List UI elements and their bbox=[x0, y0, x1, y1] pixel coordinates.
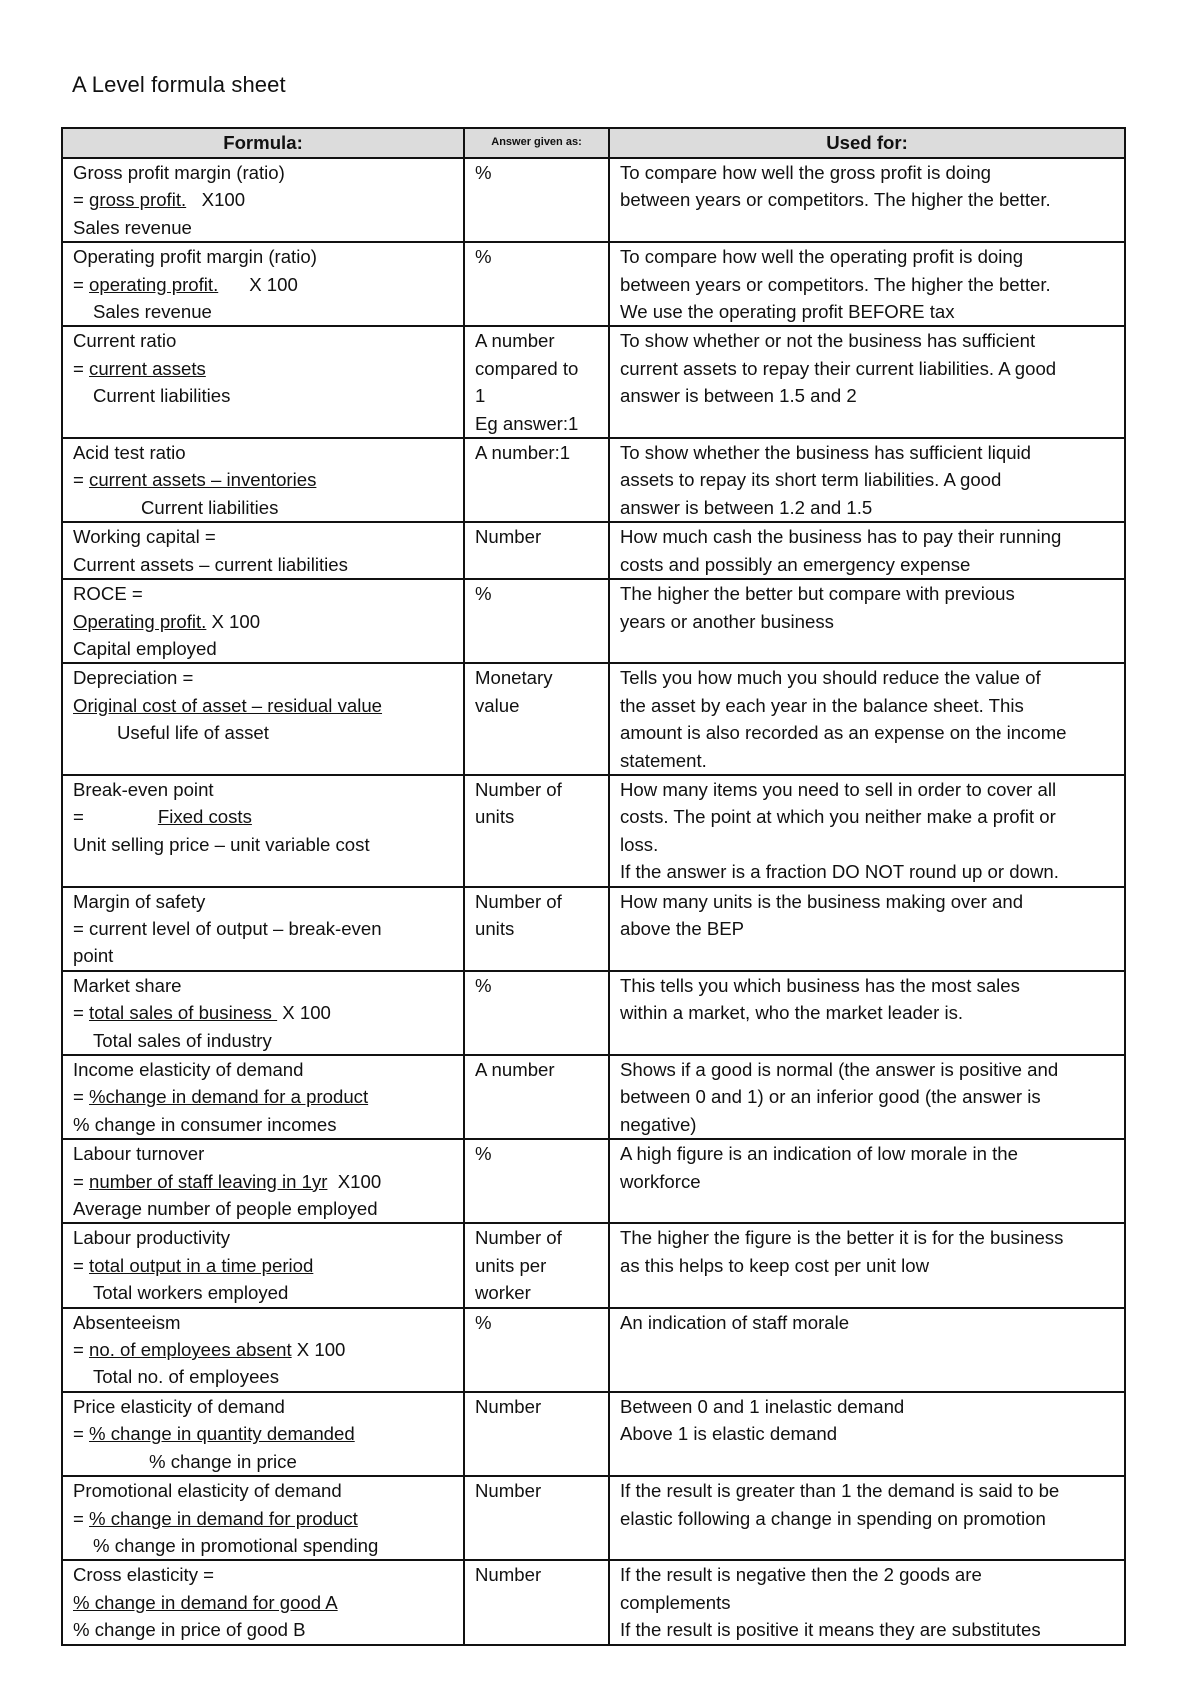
formula-cell bbox=[62, 1476, 464, 1560]
answer-text: units per bbox=[475, 1254, 547, 1276]
used-for-text: negative) bbox=[620, 1113, 697, 1135]
answer-cell bbox=[464, 663, 609, 775]
answer-cell bbox=[464, 158, 609, 242]
formula-name: Labour turnover bbox=[73, 1143, 205, 1165]
formula-numerator-line bbox=[73, 1083, 453, 1110]
formula-prefix: = bbox=[73, 273, 90, 295]
formula-name: Promotional elasticity of demand bbox=[73, 1480, 342, 1502]
used-for-text: The higher the better but compare with previous bbox=[620, 583, 1015, 605]
formula-multiplier: X100 bbox=[186, 189, 246, 211]
table-row bbox=[62, 158, 1125, 242]
formula-prefix: = bbox=[73, 189, 90, 211]
used-for-text: answer is between 1.5 and 2 bbox=[620, 385, 857, 407]
answer-text: % bbox=[475, 1143, 492, 1165]
formula-denominator: Current assets – current liabilities bbox=[73, 553, 348, 575]
answer-cell bbox=[464, 1139, 609, 1223]
answer-text: value bbox=[475, 694, 520, 716]
formula-multiplier: X100 bbox=[327, 1170, 382, 1192]
answer-cell bbox=[464, 971, 609, 1055]
table-row bbox=[62, 663, 1125, 775]
answer-text: Eg answer:1 bbox=[475, 412, 579, 434]
formula-numerator-line bbox=[73, 1420, 453, 1447]
formula-line: point bbox=[73, 945, 114, 967]
formula-denominator: Unit selling price – unit variable cost bbox=[73, 833, 370, 855]
used-for-text: as this helps to keep cost per unit low bbox=[620, 1254, 930, 1276]
formula-denominator: Total workers employed bbox=[93, 1282, 289, 1304]
formula-numerator-line bbox=[73, 466, 453, 493]
formula-prefix: = bbox=[73, 806, 84, 828]
formula-denominator: Useful life of asset bbox=[117, 722, 269, 744]
used-for-text: the asset by each year in the balance sheet. This bbox=[620, 694, 1024, 716]
used-for-text: We use the operating profit BEFORE tax bbox=[620, 301, 955, 323]
formula-cell bbox=[62, 1560, 464, 1644]
answer-text: A number bbox=[475, 330, 555, 352]
used-for-text: above the BEP bbox=[620, 917, 745, 939]
formula-numerator: current assets bbox=[89, 357, 206, 379]
answer-cell bbox=[464, 438, 609, 522]
formula-name: Acid test ratio bbox=[73, 442, 186, 464]
formula-numerator: %change in demand for a product bbox=[89, 1086, 369, 1108]
formula-prefix: = bbox=[73, 469, 90, 491]
used-for-text: A high figure is an indication of low morale in the bbox=[620, 1143, 1018, 1165]
used-for-text: workforce bbox=[620, 1170, 701, 1192]
formula-cell bbox=[62, 1055, 464, 1139]
formula-prefix: = bbox=[73, 357, 90, 379]
answer-text: compared to bbox=[475, 357, 579, 379]
answer-cell bbox=[464, 1055, 609, 1139]
used-for-text: current assets to repay their current liabilities. A good bbox=[620, 357, 1057, 379]
answer-cell bbox=[464, 522, 609, 579]
formula-name: Working capital = bbox=[73, 526, 216, 548]
header-answer-given-as: Answer given as: bbox=[464, 128, 609, 158]
answer-text: 1 bbox=[475, 385, 486, 407]
formula-cell bbox=[62, 775, 464, 887]
answer-text: Monetary bbox=[475, 667, 553, 689]
formula-numerator: number of staff leaving in 1yr bbox=[89, 1170, 328, 1192]
used-for-text: To compare how well the operating profit is doing bbox=[620, 246, 1024, 268]
formula-numerator-line bbox=[73, 355, 453, 382]
used-for-text: between years or competitors. The higher the better. bbox=[620, 189, 1051, 211]
formula-name: Absenteeism bbox=[73, 1311, 181, 1333]
formula-denominator: Capital employed bbox=[73, 637, 217, 659]
used-for-text: between 0 and 1) or an inferior good (the answer is bbox=[620, 1086, 1041, 1108]
table-row bbox=[62, 971, 1125, 1055]
formula-cell bbox=[62, 158, 464, 242]
used-for-text: costs. The point at which you neither make a profit or bbox=[620, 806, 1056, 828]
formula-numerator-line bbox=[73, 1505, 453, 1532]
answer-text: Number bbox=[475, 1395, 542, 1417]
used-for-text: If the answer is a fraction DO NOT round up or down. bbox=[620, 861, 1059, 883]
answer-text: % bbox=[475, 162, 492, 183]
used-for-text: The higher the figure is the better it is for the business bbox=[620, 1227, 1064, 1249]
formula-denominator: % change in consumer incomes bbox=[73, 1113, 337, 1135]
formula-denominator: % change in price bbox=[149, 1450, 297, 1472]
formula-numerator-line bbox=[73, 803, 453, 830]
formula-cell bbox=[62, 887, 464, 971]
answer-cell bbox=[464, 579, 609, 663]
used-for-cell bbox=[609, 438, 1125, 522]
formula-denominator: Sales revenue bbox=[93, 301, 212, 323]
used-for-cell bbox=[609, 1055, 1125, 1139]
answer-cell bbox=[464, 1223, 609, 1307]
formula-name: Price elasticity of demand bbox=[73, 1395, 285, 1417]
formula-numerator: gross profit. bbox=[89, 189, 187, 211]
used-for-cell bbox=[609, 1223, 1125, 1307]
formula-denominator: Total no. of employees bbox=[93, 1366, 280, 1388]
formula-prefix: = bbox=[73, 1423, 90, 1445]
formula-numerator-line bbox=[73, 1252, 453, 1279]
used-for-text: amount is also recorded as an expense on the income bbox=[620, 722, 1067, 744]
used-for-text: within a market, who the market leader is. bbox=[620, 1002, 964, 1024]
formula-cell bbox=[62, 522, 464, 579]
formula-numerator: total sales of business bbox=[89, 1002, 278, 1024]
formula-numerator: Fixed costs bbox=[157, 806, 252, 828]
formula-prefix: = bbox=[73, 1339, 90, 1361]
used-for-cell bbox=[609, 663, 1125, 775]
answer-cell bbox=[464, 1560, 609, 1644]
answer-text: A number:1 bbox=[475, 442, 571, 464]
formula-cell bbox=[62, 438, 464, 522]
used-for-text: This tells you which business has the most sales bbox=[620, 974, 1020, 996]
table-row bbox=[62, 1392, 1125, 1476]
formula-cell bbox=[62, 579, 464, 663]
formula-name: ROCE = bbox=[73, 583, 143, 605]
answer-text: Number bbox=[475, 1480, 542, 1502]
used-for-cell bbox=[609, 158, 1125, 242]
used-for-text: years or another business bbox=[620, 610, 834, 632]
used-for-text: If the result is greater than 1 the demand is said to be bbox=[620, 1480, 1060, 1502]
formula-multiplier: X 100 bbox=[218, 273, 298, 295]
answer-cell bbox=[464, 775, 609, 887]
answer-cell bbox=[464, 1476, 609, 1560]
used-for-cell bbox=[609, 1308, 1125, 1392]
answer-text: units bbox=[475, 806, 515, 828]
header-used-for: Used for: bbox=[609, 128, 1125, 158]
used-for-text: Tells you how much you should reduce the value of bbox=[620, 667, 1041, 689]
formula-numerator-line bbox=[73, 1336, 453, 1363]
formula-name: Depreciation = bbox=[73, 667, 194, 689]
used-for-text: costs and possibly an emergency expense bbox=[620, 553, 971, 575]
formula-name: Margin of safety bbox=[73, 890, 206, 912]
used-for-text: Between 0 and 1 inelastic demand bbox=[620, 1395, 905, 1417]
formula-multiplier: X 100 bbox=[291, 1339, 346, 1361]
formula-prefix: = bbox=[73, 1254, 90, 1276]
formula-name: Labour productivity bbox=[73, 1227, 231, 1249]
used-for-text: elastic following a change in spending on promotion bbox=[620, 1507, 1046, 1529]
answer-text: A number bbox=[475, 1059, 555, 1080]
answer-text: units bbox=[475, 917, 515, 939]
formula-numerator-line bbox=[73, 271, 453, 298]
used-for-text: between years or competitors. The higher the better. bbox=[620, 273, 1051, 295]
table-row bbox=[62, 242, 1125, 326]
formula-name: Market share bbox=[73, 974, 182, 996]
formula-denominator: Sales revenue bbox=[73, 216, 192, 238]
formula-name: Cross elasticity = bbox=[73, 1564, 215, 1586]
used-for-cell bbox=[609, 579, 1125, 663]
table-row bbox=[62, 775, 1125, 887]
formula-cell bbox=[62, 663, 464, 775]
answer-cell bbox=[464, 1392, 609, 1476]
formula-numerator: no. of employees absent bbox=[89, 1339, 292, 1361]
formula-numerator: Original cost of asset – residual value bbox=[73, 694, 383, 716]
table-row bbox=[62, 1223, 1125, 1307]
formula-prefix: = bbox=[73, 1002, 90, 1024]
formula-name: Break-even point bbox=[73, 778, 214, 800]
used-for-text: How many items you need to sell in order to cover all bbox=[620, 778, 1057, 800]
used-for-text: How many units is the business making over and bbox=[620, 890, 1024, 912]
formula-denominator: % change in promotional spending bbox=[93, 1534, 379, 1556]
formula-cell bbox=[62, 971, 464, 1055]
formula-cell bbox=[62, 242, 464, 326]
page-title: A Level formula sheet bbox=[72, 72, 286, 97]
formula-name: Income elasticity of demand bbox=[73, 1059, 304, 1080]
formula-line: = current level of output – break-even bbox=[73, 917, 382, 939]
formula-numerator-line bbox=[73, 186, 453, 213]
table-body bbox=[62, 158, 1125, 1645]
used-for-cell bbox=[609, 1560, 1125, 1644]
table-row bbox=[62, 1308, 1125, 1392]
answer-cell bbox=[464, 242, 609, 326]
answer-text: % bbox=[475, 583, 492, 605]
used-for-cell bbox=[609, 971, 1125, 1055]
used-for-text: To show whether or not the business has sufficient bbox=[620, 330, 1036, 352]
header-formula: Formula: bbox=[62, 128, 464, 158]
formula-numerator: % change in quantity demanded bbox=[89, 1423, 355, 1445]
answer-cell bbox=[464, 887, 609, 971]
table-row bbox=[62, 1055, 1125, 1139]
formula-denominator: Total sales of industry bbox=[93, 1029, 272, 1051]
used-for-text: How much cash the business has to pay their running bbox=[620, 526, 1062, 548]
answer-text: Number bbox=[475, 526, 542, 548]
answer-cell bbox=[464, 1308, 609, 1392]
formula-numerator-line bbox=[73, 1168, 453, 1195]
used-for-cell bbox=[609, 1139, 1125, 1223]
used-for-cell bbox=[609, 1392, 1125, 1476]
used-for-text: loss. bbox=[620, 833, 659, 855]
formula-multiplier: X 100 bbox=[206, 610, 261, 632]
table-row bbox=[62, 887, 1125, 971]
formula-numerator: Operating profit. bbox=[73, 610, 207, 632]
formula-name: Operating profit margin (ratio) bbox=[73, 246, 317, 268]
answer-text: % bbox=[475, 974, 492, 996]
formula-denominator: Current liabilities bbox=[93, 385, 231, 407]
formula-denominator: % change in price of good B bbox=[73, 1619, 306, 1641]
used-for-text: To compare how well the gross profit is doing bbox=[620, 162, 992, 183]
answer-cell bbox=[464, 326, 609, 438]
table-row bbox=[62, 326, 1125, 438]
formula-numerator-line bbox=[73, 1589, 453, 1616]
formula-cell bbox=[62, 1139, 464, 1223]
used-for-text: To show whether the business has sufficient liquid bbox=[620, 442, 1032, 464]
formula-prefix: = bbox=[73, 1507, 90, 1529]
formula-denominator: Current liabilities bbox=[141, 496, 279, 518]
used-for-cell bbox=[609, 326, 1125, 438]
used-for-text: Above 1 is elastic demand bbox=[620, 1423, 838, 1445]
used-for-text: If the result is negative then the 2 goods are bbox=[620, 1564, 982, 1586]
table-header-row bbox=[62, 128, 1125, 158]
formula-numerator-line bbox=[73, 608, 453, 635]
used-for-cell bbox=[609, 522, 1125, 579]
formula-numerator-line bbox=[73, 692, 453, 719]
formula-numerator: operating profit. bbox=[89, 273, 219, 295]
formula-cell bbox=[62, 326, 464, 438]
answer-text: Number of bbox=[475, 1227, 562, 1249]
answer-text: Number of bbox=[475, 890, 562, 912]
table-row bbox=[62, 438, 1125, 522]
formula-numerator: current assets – inventories bbox=[89, 469, 317, 491]
formula-numerator: total output in a time period bbox=[89, 1254, 314, 1276]
used-for-text: An indication of staff morale bbox=[620, 1311, 850, 1333]
formula-numerator: % change in demand for product bbox=[89, 1507, 358, 1529]
used-for-cell bbox=[609, 887, 1125, 971]
answer-text: % bbox=[475, 1311, 492, 1333]
used-for-text: Shows if a good is normal (the answer is positive and bbox=[620, 1059, 1059, 1080]
formula-cell bbox=[62, 1223, 464, 1307]
used-for-text: answer is between 1.2 and 1.5 bbox=[620, 496, 873, 518]
answer-text: % bbox=[475, 246, 492, 268]
formula-cell bbox=[62, 1392, 464, 1476]
table-row bbox=[62, 1560, 1125, 1644]
used-for-text: complements bbox=[620, 1591, 731, 1613]
formula-prefix: = bbox=[73, 1170, 90, 1192]
answer-text: Number bbox=[475, 1564, 542, 1586]
formula-multiplier: X 100 bbox=[277, 1002, 331, 1024]
formula-name: Current ratio bbox=[73, 330, 177, 352]
table-row bbox=[62, 1476, 1125, 1560]
table-row bbox=[62, 1139, 1125, 1223]
formula-name: Gross profit margin (ratio) bbox=[73, 162, 285, 183]
used-for-cell bbox=[609, 1476, 1125, 1560]
used-for-cell bbox=[609, 242, 1125, 326]
formula-cell bbox=[62, 1308, 464, 1392]
used-for-cell bbox=[609, 775, 1125, 887]
table-row bbox=[62, 579, 1125, 663]
answer-text: worker bbox=[475, 1282, 531, 1304]
table-row bbox=[62, 522, 1125, 579]
used-for-text: If the result is positive it means they are substitutes bbox=[620, 1619, 1041, 1641]
formula-prefix: = bbox=[73, 1086, 90, 1108]
used-for-text: statement. bbox=[620, 749, 707, 771]
formula-numerator-line bbox=[73, 999, 453, 1026]
formula-table bbox=[61, 127, 1126, 1646]
formula-numerator: % change in demand for good A bbox=[73, 1591, 338, 1613]
used-for-text: assets to repay its short term liabilities. A good bbox=[620, 469, 1002, 491]
answer-text: Number of bbox=[475, 778, 562, 800]
formula-denominator: Average number of people employed bbox=[73, 1198, 378, 1220]
